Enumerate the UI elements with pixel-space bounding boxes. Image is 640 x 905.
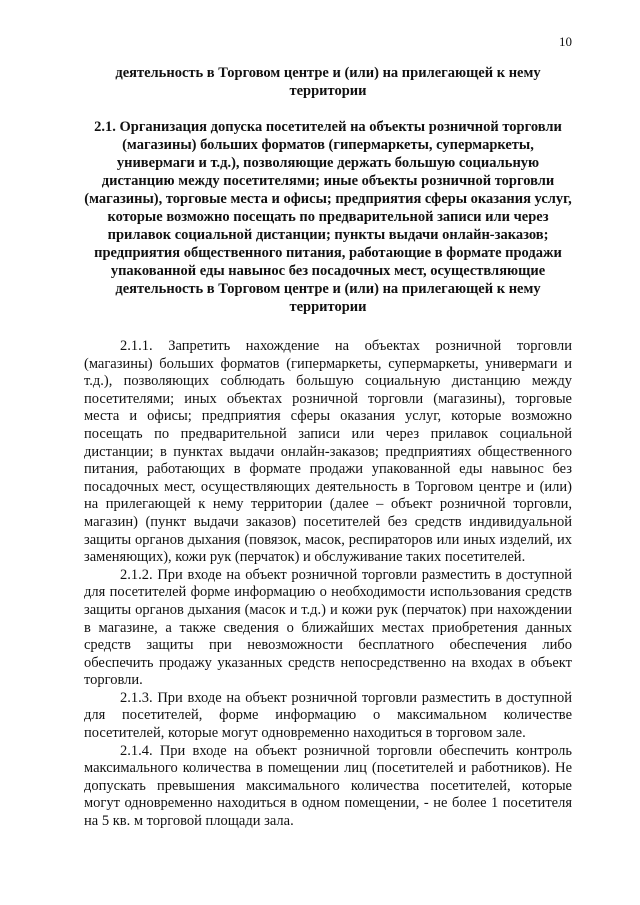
page-number: 10 [559, 34, 572, 49]
continued-heading: деятельность в Торговом центре и (или) на прилегающей к нему территории [115, 65, 541, 99]
section-heading: 2.1. Организация допуска посетителей на объекты розничной торговли (магазины) больших форматов (гипермаркеты, супермаркеты, универмаги и т.д.), позволяющие держать большую социальную дистанцию между посетителями; иные объекты розничной торговли (магазины), торговые места и офисы; предприятия сферы оказания услуг, которые возможно посещать по предварительной записи или через прилавок социальной дистанции; пункты выдачи онлайн-заказов; предприятия общественного питания, работающие в формате продажи упакованной еды навынос без посадочных мест, осуществляющие деятельность в Торговом центре и (или) на прилегающей к нему территории [84, 119, 572, 315]
paragraph-2-1-4: 2.1.4. При входе на объект розничной торговли обеспечить контроль максимального количества в помещении лиц (посетителей и работников). Не допускать превышения максимального количества посетителей, которые могут одновременно находиться в одном помещении, - не более 1 посетителя на 5 кв. м торговой площади зала. [84, 742, 572, 830]
document-body [84, 64, 572, 831]
paragraph-2-1-1: 2.1.1. Запретить нахождение на объектах розничной торговли (магазины) больших форматов (гипермаркеты, супермаркеты, универмаги и т.д.), позволяющих соблюдать большую социальную дистанцию между посетителями; иных объектах розничной торговли (магазины), торговые места и офисы; предприятия сферы оказания услуг, которые возможно посещать по предварительной записи или через прилавок социальной дистанции; в пунктах выдачи онлайн-заказов; предприятиях общественного питания, работающих в формате продажи упакованной еды навынос без посадочных мест, осуществляющих деятельность в Торговом центре и (или) на прилегающей к нему территории (далее – объект розничной торговли, магазин) (пункт выдачи заказов) посетителей без средств индивидуальной защиты органов дыхания (повязок, масок, респираторов или иных изделий, их заменяющих), кожи рук (перчаток) и обслуживание таких посетителей. [84, 338, 572, 566]
paragraph-2-1-3: 2.1.3. При входе на объект розничной торговли разместить в доступной для посетителей, форме информацию о максимальном количестве посетителей, которые могут одновременно находиться в торговом зале. [84, 689, 572, 742]
paragraph-2-1-2: 2.1.2. При входе на объект розничной торговли разместить в доступной для посетителей форме информацию о необходимости использования средств защиты органов дыхания (масок и т.д.) и кожи рук (перчаток) при нахождении в магазине, а также сведения о ближайших местах приобретения данных средств защиты при невозможности бесплатного обеспечения либо обеспечить продажу указанных средств непосредственно на входах в объект торговли. [84, 566, 572, 689]
